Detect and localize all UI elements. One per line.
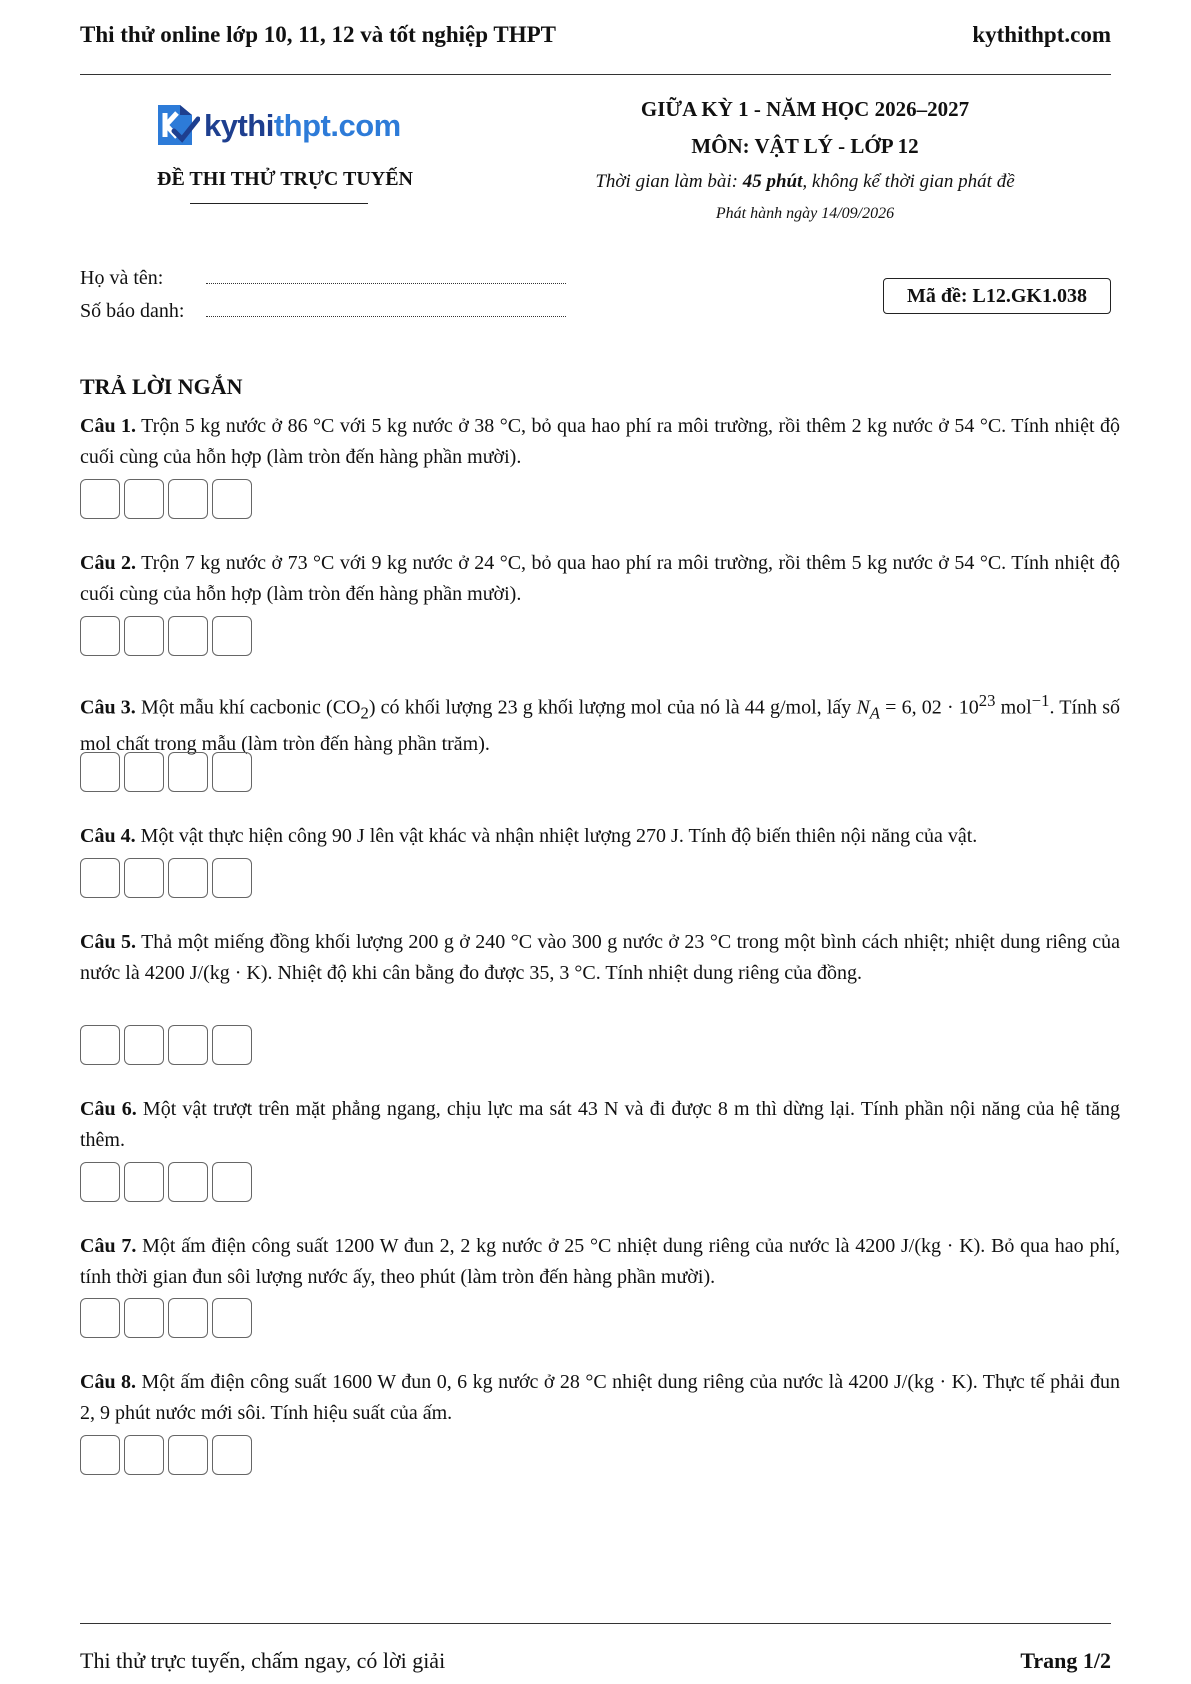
question-number: Câu 5. xyxy=(80,931,136,953)
question-text: Một ấm điện công suất 1200 W đun 2, 2 kg nước ở 25 °C nhiệt dung riêng của nước là 4200 J/(kg · K). Bỏ qua hao phí, tính thời gian đun sôi lượng nước ấy, theo phút (làm tròn đến hàng phần mười). xyxy=(80,1235,1120,1288)
question-text: Một ấm điện công suất 1600 W đun 0, 6 kg nước ở 28 °C nhiệt dung riêng của nước là 4200 J/(kg · K). Thực tế phải đun 2, 9 phút nước mới sôi. Tính hiệu suất của ấm. xyxy=(80,1371,1120,1424)
question-8 xyxy=(80,1367,1120,1429)
question-5 xyxy=(80,927,1120,989)
answer-box[interactable] xyxy=(124,616,164,656)
answer-box[interactable] xyxy=(212,1298,252,1338)
question-text: Một vật thực hiện công 90 J lên vật khác và nhận nhiệt lượng 270 J. Tính độ biến thiên nội năng của vật. xyxy=(140,825,978,847)
answer-box[interactable] xyxy=(168,1435,208,1475)
answer-box[interactable] xyxy=(80,1435,120,1475)
answer-boxes-8 xyxy=(80,1435,252,1475)
answer-box[interactable] xyxy=(168,1025,208,1065)
answer-box[interactable] xyxy=(212,752,252,792)
logo-caption: ĐỀ THI THỬ TRỰC TUYẾN xyxy=(157,168,413,190)
answer-box[interactable] xyxy=(168,1162,208,1202)
question-number: Câu 7. xyxy=(80,1235,137,1257)
question-number: Câu 1. xyxy=(80,415,137,437)
student-id-field xyxy=(80,300,566,323)
question-3: Câu 3. Một mẫu khí cacbonic $(CO_2)$ có khối lượng 23 g khối lượng mol của nó là 44 g/mol, lấy $N_A = 6$, $02 \cdot 10^{23}$ mol$^{-1}$. Tính số mol chất trong mẫu (làm tròn đến hàng phần trăm). xyxy=(80,691,1121,755)
answer-box[interactable] xyxy=(168,616,208,656)
answer-box[interactable] xyxy=(124,1162,164,1202)
section-title: TRẢ LỜI NGẮN xyxy=(80,374,243,399)
answer-box[interactable] xyxy=(80,858,120,898)
answer-box[interactable] xyxy=(80,1162,120,1202)
answer-boxes-1 xyxy=(80,479,252,519)
answer-box[interactable] xyxy=(168,1298,208,1338)
answer-boxes-3 xyxy=(80,752,252,792)
page-number: Trang 1/2 xyxy=(1020,1648,1111,1673)
question-text: Thả một miếng đồng khối lượng 200 g ở 240 °C vào 300 g nước ở 23 °C trong một bình cách nhiệt; nhiệt dung riêng của nước là 4200 J/(kg · K). Nhiệt độ khi cân bằng đo được 35, 3 °C. Tính nhiệt dung riêng của đồng. xyxy=(80,931,1120,984)
answer-box[interactable] xyxy=(124,1298,164,1338)
page-header-title: Thi thử online lớp 10, 11, 12 và tốt nghiệp THPT xyxy=(80,22,556,47)
header-divider xyxy=(80,74,1111,75)
question-number: Câu 6. xyxy=(80,1098,137,1120)
answer-box[interactable] xyxy=(212,858,252,898)
page-header-site: kythithpt.com xyxy=(972,22,1111,47)
answer-box[interactable] xyxy=(212,479,252,519)
question-number: Câu 8. xyxy=(80,1371,137,1393)
question-text: Một vật trượt trên mặt phẳng ngang, chịu lực ma sát 43 N và đi được 8 m thì dừng lại. Tính phần nội năng của hệ tăng thêm. xyxy=(80,1098,1120,1151)
name-label: Họ và tên: xyxy=(80,267,164,289)
question-7 xyxy=(80,1231,1120,1293)
answer-box[interactable] xyxy=(168,479,208,519)
exam-term: GIỮA KỲ 1 - NĂM HỌC 2026–2027 xyxy=(640,97,970,121)
student-id-label: Số báo danh: xyxy=(80,300,185,322)
exam-duration: Thời gian làm bài: 45 phút, không kể thời gian phát đề xyxy=(595,171,1015,192)
answer-boxes-5 xyxy=(80,1025,252,1065)
caption-underline xyxy=(190,203,368,204)
answer-boxes-7 xyxy=(80,1298,252,1338)
answer-boxes-2 xyxy=(80,616,252,656)
answer-box[interactable] xyxy=(124,1435,164,1475)
student-id-blank[interactable] xyxy=(206,302,566,317)
answer-box[interactable] xyxy=(124,858,164,898)
answer-box[interactable] xyxy=(80,479,120,519)
site-logo xyxy=(152,101,401,151)
footer-divider xyxy=(80,1623,1111,1624)
answer-box[interactable] xyxy=(212,1025,252,1065)
answer-box[interactable] xyxy=(80,1025,120,1065)
answer-box[interactable] xyxy=(212,616,252,656)
question-1 xyxy=(80,411,1120,473)
exam-subject: MÔN: VẬT LÝ - LỚP 12 xyxy=(691,134,919,158)
question-number: Câu 3. xyxy=(80,696,136,719)
exam-release-date: Phát hành ngày 14/09/2026 xyxy=(715,205,895,222)
answer-boxes-6 xyxy=(80,1162,252,1202)
answer-box[interactable] xyxy=(80,1298,120,1338)
answer-box[interactable] xyxy=(168,752,208,792)
question-text: Trộn 7 kg nước ở 73 °C với 9 kg nước ở 24 °C, bỏ qua hao phí ra môi trường, rồi thêm 5 kg nước ở 54 °C. Tính nhiệt độ cuối cùng của hỗn hợp (làm tròn đến hàng phần mười). xyxy=(80,552,1120,605)
answer-box[interactable] xyxy=(212,1162,252,1202)
answer-box[interactable] xyxy=(168,858,208,898)
question-number: Câu 4. xyxy=(80,825,136,847)
question-number: Câu 2. xyxy=(80,552,137,574)
answer-box[interactable] xyxy=(124,752,164,792)
question-4 xyxy=(80,821,1120,852)
exam-code-badge: Mã đề: L12.GK1.038 xyxy=(883,278,1111,314)
answer-box[interactable] xyxy=(80,616,120,656)
answer-boxes-4 xyxy=(80,858,252,898)
answer-box[interactable] xyxy=(124,479,164,519)
name-blank[interactable] xyxy=(206,269,566,284)
question-text: Trộn 5 kg nước ở 86 °C với 5 kg nước ở 38 °C, bỏ qua hao phí ra môi trường, rồi thêm 2 kg nước ở 54 °C. Tính nhiệt độ cuối cùng của hỗn hợp (làm tròn đến hàng phần mười). xyxy=(80,415,1120,468)
answer-box[interactable] xyxy=(212,1435,252,1475)
question-6 xyxy=(80,1094,1120,1156)
answer-box[interactable] xyxy=(80,752,120,792)
answer-box[interactable] xyxy=(124,1025,164,1065)
logo-wordmark: kythithpt.com xyxy=(204,108,401,143)
logo-icon xyxy=(152,101,200,151)
question-2 xyxy=(80,548,1120,610)
name-field xyxy=(80,267,566,290)
footer-tagline: Thi thử trực tuyến, chấm ngay, có lời giải xyxy=(80,1648,446,1673)
